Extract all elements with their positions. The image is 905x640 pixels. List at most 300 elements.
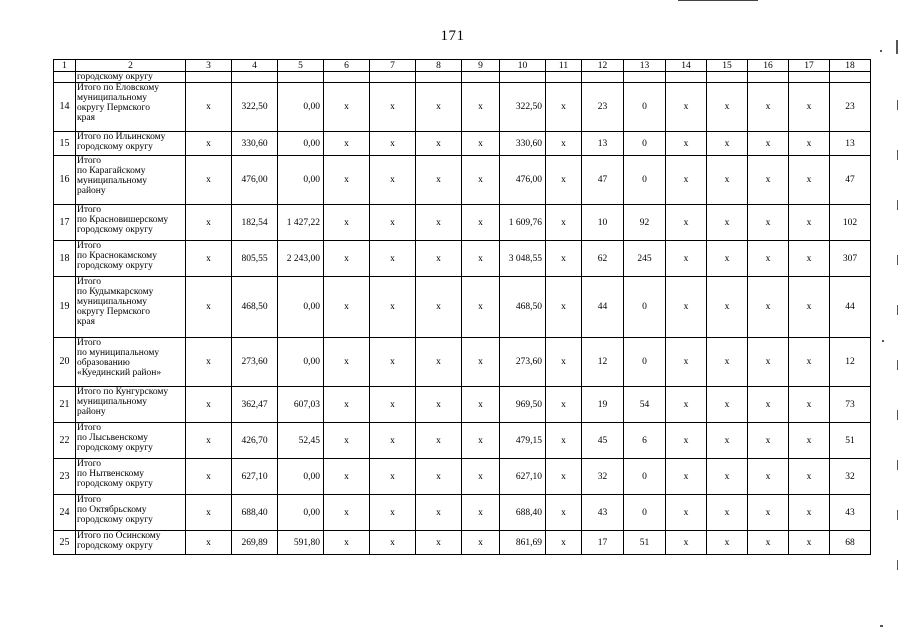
- cell-col-13: 0: [624, 132, 666, 156]
- cell-name: [76, 241, 186, 277]
- cell-col-18: 43: [830, 495, 871, 531]
- name-line: муниципальному: [77, 176, 147, 186]
- cell-col-5: 0,00: [278, 132, 324, 156]
- cell-col-9: x: [462, 338, 500, 387]
- column-header-17: 17: [789, 60, 830, 72]
- cell-col-10: 468,50: [500, 277, 546, 338]
- name-line: Итого: [77, 277, 102, 287]
- cell-col-18: 73: [830, 387, 871, 423]
- name-line: Итого по Кунгурскому: [77, 387, 169, 397]
- cell-col-10: 969,50: [500, 387, 546, 423]
- cell-col-7: x: [370, 156, 416, 205]
- cell-col-11: x: [546, 423, 582, 459]
- cell-col-12: 47: [582, 156, 624, 205]
- cell-col-3: x: [186, 387, 232, 423]
- cell-col-7: x: [370, 338, 416, 387]
- cell-col-5: 52,45: [278, 423, 324, 459]
- cell-col-8: x: [416, 156, 462, 205]
- cell-col-18: 12: [830, 338, 871, 387]
- name-line: Итого: [77, 156, 102, 166]
- name-line: городскому округу: [77, 225, 153, 235]
- name-line: «Куединский район»: [77, 368, 162, 378]
- cell-col-14: x: [666, 459, 707, 495]
- cell-name: [76, 495, 186, 531]
- cell-col-14: x: [666, 156, 707, 205]
- cell-row-number: 25: [54, 531, 76, 555]
- cell-col-12: 13: [582, 132, 624, 156]
- cell-col-8: x: [416, 423, 462, 459]
- name-line: городскому округу: [77, 142, 153, 152]
- cell-col-4: 627,10: [232, 459, 278, 495]
- cell-col-8: x: [416, 205, 462, 241]
- cell-col-16: x: [748, 423, 789, 459]
- name-line: по Октябрьскому: [77, 505, 147, 515]
- scan-mark: [897, 510, 898, 520]
- cell-col-4: 322,50: [232, 83, 278, 132]
- cell-col-4: 273,60: [232, 338, 278, 387]
- table-row: [54, 277, 871, 338]
- cell-col-14: x: [666, 132, 707, 156]
- cell-name: [76, 387, 186, 423]
- cell-col-5: 591,80: [278, 531, 324, 555]
- cell-col-12: 45: [582, 423, 624, 459]
- cell-col-4: 330,60: [232, 132, 278, 156]
- cell-col-10: 3 048,55: [500, 241, 546, 277]
- cell-col-9: x: [462, 495, 500, 531]
- cell-col-18: 47: [830, 156, 871, 205]
- column-header-7: 7: [370, 60, 416, 72]
- name-line: по Краснокамскому: [77, 251, 157, 261]
- name-line: городскому округу: [77, 443, 153, 453]
- cell-col-8: x: [416, 132, 462, 156]
- cell-col-18: 13: [830, 132, 871, 156]
- cell-col-5: 0,00: [278, 459, 324, 495]
- cell-col-17: x: [789, 495, 830, 531]
- cell-col-14: x: [666, 277, 707, 338]
- cell: [500, 72, 546, 83]
- cell-col-10: 688,40: [500, 495, 546, 531]
- scan-mark: [880, 625, 883, 627]
- cell-col-11: x: [546, 387, 582, 423]
- name-line: по Карагайскому: [77, 166, 146, 176]
- cell-row-number: 18: [54, 241, 76, 277]
- name-line: образованию: [77, 358, 130, 368]
- column-header-5: 5: [278, 60, 324, 72]
- cell-idx: [54, 72, 76, 83]
- cell-col-8: x: [416, 531, 462, 555]
- cell-col-7: x: [370, 531, 416, 555]
- cell-col-12: 12: [582, 338, 624, 387]
- cell-col-6: x: [324, 459, 370, 495]
- cell-col-15: x: [707, 205, 748, 241]
- column-header-16: 16: [748, 60, 789, 72]
- cell: [278, 72, 324, 83]
- cell-name: [76, 531, 186, 555]
- table-row: [54, 423, 871, 459]
- cell-col-14: x: [666, 338, 707, 387]
- name-line: Итого: [77, 241, 102, 251]
- cell-col-3: x: [186, 205, 232, 241]
- cell-col-13: 0: [624, 83, 666, 132]
- cell-col-17: x: [789, 387, 830, 423]
- cell-col-10: 627,10: [500, 459, 546, 495]
- scan-mark: [897, 150, 898, 160]
- cell: [416, 72, 462, 83]
- cell-col-7: x: [370, 495, 416, 531]
- cell: [186, 72, 232, 83]
- cell-col-14: x: [666, 531, 707, 555]
- scan-mark: [897, 100, 898, 110]
- cell-col-7: x: [370, 459, 416, 495]
- name-line: муниципальному: [77, 297, 147, 307]
- name-line: края: [77, 113, 95, 123]
- cell-col-9: x: [462, 205, 500, 241]
- cell-col-18: 23: [830, 83, 871, 132]
- cell-col-12: 62: [582, 241, 624, 277]
- cell-col-9: x: [462, 531, 500, 555]
- cell-col-7: x: [370, 83, 416, 132]
- column-header-2: 2: [76, 60, 186, 72]
- cell-col-13: 6: [624, 423, 666, 459]
- name-line: району: [77, 407, 106, 417]
- cell-col-11: x: [546, 205, 582, 241]
- cell-col-16: x: [748, 531, 789, 555]
- cell-col-4: 805,55: [232, 241, 278, 277]
- cell-col-15: x: [707, 338, 748, 387]
- cell-col-9: x: [462, 132, 500, 156]
- table-row: [54, 241, 871, 277]
- table-row: [54, 205, 871, 241]
- name-line: по Красновишерскому: [77, 215, 169, 225]
- name-line: району: [77, 186, 106, 196]
- cell-col-14: x: [666, 83, 707, 132]
- cell-col-8: x: [416, 387, 462, 423]
- cell: [232, 72, 278, 83]
- name-line: края: [77, 317, 95, 327]
- cell-col-14: x: [666, 423, 707, 459]
- cell-name: [76, 459, 186, 495]
- cell-col-9: x: [462, 423, 500, 459]
- cell-col-6: x: [324, 241, 370, 277]
- scan-mark: [897, 360, 898, 370]
- cell-col-12: 44: [582, 277, 624, 338]
- table-row: [54, 387, 871, 423]
- cell-col-8: x: [416, 241, 462, 277]
- name-line: Итого: [77, 205, 102, 215]
- scan-mark: [897, 410, 898, 420]
- cell-col-13: 245: [624, 241, 666, 277]
- cell-col-13: 0: [624, 156, 666, 205]
- cell-row-number: 21: [54, 387, 76, 423]
- cell-col-18: 307: [830, 241, 871, 277]
- cell-col-11: x: [546, 156, 582, 205]
- cell-col-4: 269,89: [232, 531, 278, 555]
- cell-name: [76, 156, 186, 205]
- cell-col-17: x: [789, 241, 830, 277]
- name-line: по муниципальному: [77, 348, 160, 358]
- cell-col-17: x: [789, 156, 830, 205]
- name-line: Итого по Ильинскому: [77, 132, 166, 142]
- cell-col-12: 43: [582, 495, 624, 531]
- cell-col-3: x: [186, 423, 232, 459]
- cell-col-17: x: [789, 531, 830, 555]
- column-header-12: 12: [582, 60, 624, 72]
- cell: [546, 72, 582, 83]
- name-line: муниципальному: [77, 397, 147, 407]
- cell-col-8: x: [416, 459, 462, 495]
- cell-col-10: 273,60: [500, 338, 546, 387]
- cell: [324, 72, 370, 83]
- cell-col-5: 2 243,00: [278, 241, 324, 277]
- cell-col-13: 54: [624, 387, 666, 423]
- page-number: 171: [440, 28, 465, 44]
- cell-col-11: x: [546, 459, 582, 495]
- cell-col-17: x: [789, 423, 830, 459]
- cell: [666, 72, 707, 83]
- cell-col-7: x: [370, 241, 416, 277]
- cell-col-13: 0: [624, 495, 666, 531]
- cell-col-17: x: [789, 132, 830, 156]
- cell-col-7: x: [370, 387, 416, 423]
- name-line: по Нытвенскому: [77, 469, 145, 479]
- scan-mark: [897, 560, 898, 570]
- cell-col-15: x: [707, 531, 748, 555]
- cell-name: [76, 338, 186, 387]
- cell-name: [76, 132, 186, 156]
- cell-col-8: x: [416, 277, 462, 338]
- cell-col-14: x: [666, 495, 707, 531]
- cell-col-6: x: [324, 156, 370, 205]
- cell-col-16: x: [748, 338, 789, 387]
- cell-col-16: x: [748, 277, 789, 338]
- column-header-11: 11: [546, 60, 582, 72]
- cell-col-3: x: [186, 156, 232, 205]
- cell-col-6: x: [324, 277, 370, 338]
- cell-col-6: x: [324, 338, 370, 387]
- cell-col-10: 861,69: [500, 531, 546, 555]
- cell-name: [76, 423, 186, 459]
- cell-col-4: 362,47: [232, 387, 278, 423]
- cell-col-5: 1 427,22: [278, 205, 324, 241]
- cell-col-18: 102: [830, 205, 871, 241]
- name-line: Итого по Осинскому: [77, 531, 161, 541]
- scan-mark: [880, 50, 882, 52]
- cell-col-6: x: [324, 83, 370, 132]
- cell-col-13: 92: [624, 205, 666, 241]
- cell-col-5: 0,00: [278, 277, 324, 338]
- scan-mark: [897, 460, 898, 470]
- cell-col-3: x: [186, 132, 232, 156]
- scan-mark: [882, 340, 884, 342]
- column-header-13: 13: [624, 60, 666, 72]
- cell-col-10: 479,15: [500, 423, 546, 459]
- top-rule: [678, 0, 758, 1]
- cell-col-11: x: [546, 132, 582, 156]
- cell: [582, 72, 624, 83]
- cell-col-16: x: [748, 83, 789, 132]
- cell-row-number: 14: [54, 83, 76, 132]
- cell-col-15: x: [707, 156, 748, 205]
- table-row: [54, 459, 871, 495]
- cell-col-12: 23: [582, 83, 624, 132]
- column-header-15: 15: [707, 60, 748, 72]
- cell-col-17: x: [789, 277, 830, 338]
- cell-col-10: 330,60: [500, 132, 546, 156]
- cell-col-5: 607,03: [278, 387, 324, 423]
- cell: [830, 72, 871, 83]
- cell-col-10: 1 609,76: [500, 205, 546, 241]
- cell-col-11: x: [546, 241, 582, 277]
- cell-col-15: x: [707, 423, 748, 459]
- column-header-6: 6: [324, 60, 370, 72]
- table-row: [54, 531, 871, 555]
- column-header-4: 4: [232, 60, 278, 72]
- cell-col-15: x: [707, 495, 748, 531]
- cell-col-18: 51: [830, 423, 871, 459]
- cell-col-15: x: [707, 83, 748, 132]
- cell-row-number: 22: [54, 423, 76, 459]
- table-row: [54, 83, 871, 132]
- cell-col-9: x: [462, 241, 500, 277]
- cell-col-17: x: [789, 83, 830, 132]
- cell-col-11: x: [546, 531, 582, 555]
- cell: [462, 72, 500, 83]
- column-header-1: 1: [54, 60, 76, 72]
- name-line: округу Пермского: [77, 307, 150, 317]
- cell-col-16: x: [748, 459, 789, 495]
- name-line: Итого по Еловскому: [77, 83, 160, 93]
- cell-row-number: 20: [54, 338, 76, 387]
- cell-col-15: x: [707, 387, 748, 423]
- cell-col-4: 182,54: [232, 205, 278, 241]
- cell-col-11: x: [546, 83, 582, 132]
- cell-col-10: 322,50: [500, 83, 546, 132]
- cell-col-4: 426,70: [232, 423, 278, 459]
- cell-col-7: x: [370, 205, 416, 241]
- cell-row-number: 16: [54, 156, 76, 205]
- cell-col-16: x: [748, 387, 789, 423]
- scan-mark: [897, 305, 898, 315]
- cell-col-9: x: [462, 277, 500, 338]
- scan-mark: [896, 40, 898, 54]
- cell-col-15: x: [707, 132, 748, 156]
- table-row: [54, 132, 871, 156]
- cell-col-8: x: [416, 83, 462, 132]
- cell-col-15: x: [707, 459, 748, 495]
- cell-col-10: 476,00: [500, 156, 546, 205]
- cell-col-8: x: [416, 338, 462, 387]
- name-line: городскому округу: [77, 515, 153, 525]
- data-table: [53, 59, 871, 555]
- cell-col-9: x: [462, 156, 500, 205]
- cell-col-18: 68: [830, 531, 871, 555]
- cell-col-3: x: [186, 241, 232, 277]
- cell-col-14: x: [666, 241, 707, 277]
- cell-col-15: x: [707, 277, 748, 338]
- cell-col-13: 0: [624, 459, 666, 495]
- cell-row-number: 19: [54, 277, 76, 338]
- name-line: городскому округу: [77, 261, 153, 271]
- cell-col-7: x: [370, 423, 416, 459]
- header-row: [54, 60, 871, 72]
- scan-mark: [897, 255, 898, 265]
- cell-col-11: x: [546, 495, 582, 531]
- column-header-9: 9: [462, 60, 500, 72]
- cell-col-3: x: [186, 277, 232, 338]
- cell-col-9: x: [462, 459, 500, 495]
- cell-col-13: 0: [624, 277, 666, 338]
- table-row: [54, 495, 871, 531]
- cell-col-12: 10: [582, 205, 624, 241]
- cell-col-14: x: [666, 387, 707, 423]
- name-line: муниципальному: [77, 93, 147, 103]
- cell-col-4: 468,50: [232, 277, 278, 338]
- cell-col-13: 51: [624, 531, 666, 555]
- cell-col-16: x: [748, 156, 789, 205]
- cell-col-11: x: [546, 338, 582, 387]
- name-line: Итого: [77, 495, 102, 505]
- column-header-3: 3: [186, 60, 232, 72]
- cell-col-16: x: [748, 205, 789, 241]
- cell-col-3: x: [186, 338, 232, 387]
- name-line: Итого: [77, 459, 102, 469]
- cell-col-17: x: [789, 459, 830, 495]
- cell-col-5: 0,00: [278, 338, 324, 387]
- table-body: [54, 60, 871, 555]
- column-header-10: 10: [500, 60, 546, 72]
- cell: [789, 72, 830, 83]
- column-header-18: 18: [830, 60, 871, 72]
- cell: [370, 72, 416, 83]
- cell-col-4: 476,00: [232, 156, 278, 205]
- cell-col-16: x: [748, 495, 789, 531]
- cell-col-17: x: [789, 205, 830, 241]
- cell-col-6: x: [324, 531, 370, 555]
- cell: [748, 72, 789, 83]
- cell-name: [76, 277, 186, 338]
- cell-col-12: 19: [582, 387, 624, 423]
- cell-col-9: x: [462, 387, 500, 423]
- cell-col-16: x: [748, 241, 789, 277]
- cell-col-6: x: [324, 205, 370, 241]
- column-header-8: 8: [416, 60, 462, 72]
- cell-col-9: x: [462, 83, 500, 132]
- cell-col-14: x: [666, 205, 707, 241]
- table-row: [54, 156, 871, 205]
- name-line: по Лысьвенскому: [77, 433, 148, 443]
- cell-col-3: x: [186, 495, 232, 531]
- cell-col-5: 0,00: [278, 495, 324, 531]
- cell-col-4: 688,40: [232, 495, 278, 531]
- cell-col-12: 32: [582, 459, 624, 495]
- cell-col-7: x: [370, 277, 416, 338]
- table-row: [54, 338, 871, 387]
- cell-col-11: x: [546, 277, 582, 338]
- cell-col-16: x: [748, 132, 789, 156]
- cell-row-number: 23: [54, 459, 76, 495]
- cell-col-15: x: [707, 241, 748, 277]
- cell-col-5: 0,00: [278, 83, 324, 132]
- cell-col-12: 17: [582, 531, 624, 555]
- cell-row-number: 15: [54, 132, 76, 156]
- cell: [707, 72, 748, 83]
- name-line: округу Пермского: [77, 103, 150, 113]
- cell: [624, 72, 666, 83]
- cell-name: [76, 205, 186, 241]
- cell-col-6: x: [324, 495, 370, 531]
- name-line: городскому округу: [77, 479, 153, 489]
- scan-mark: [897, 200, 898, 210]
